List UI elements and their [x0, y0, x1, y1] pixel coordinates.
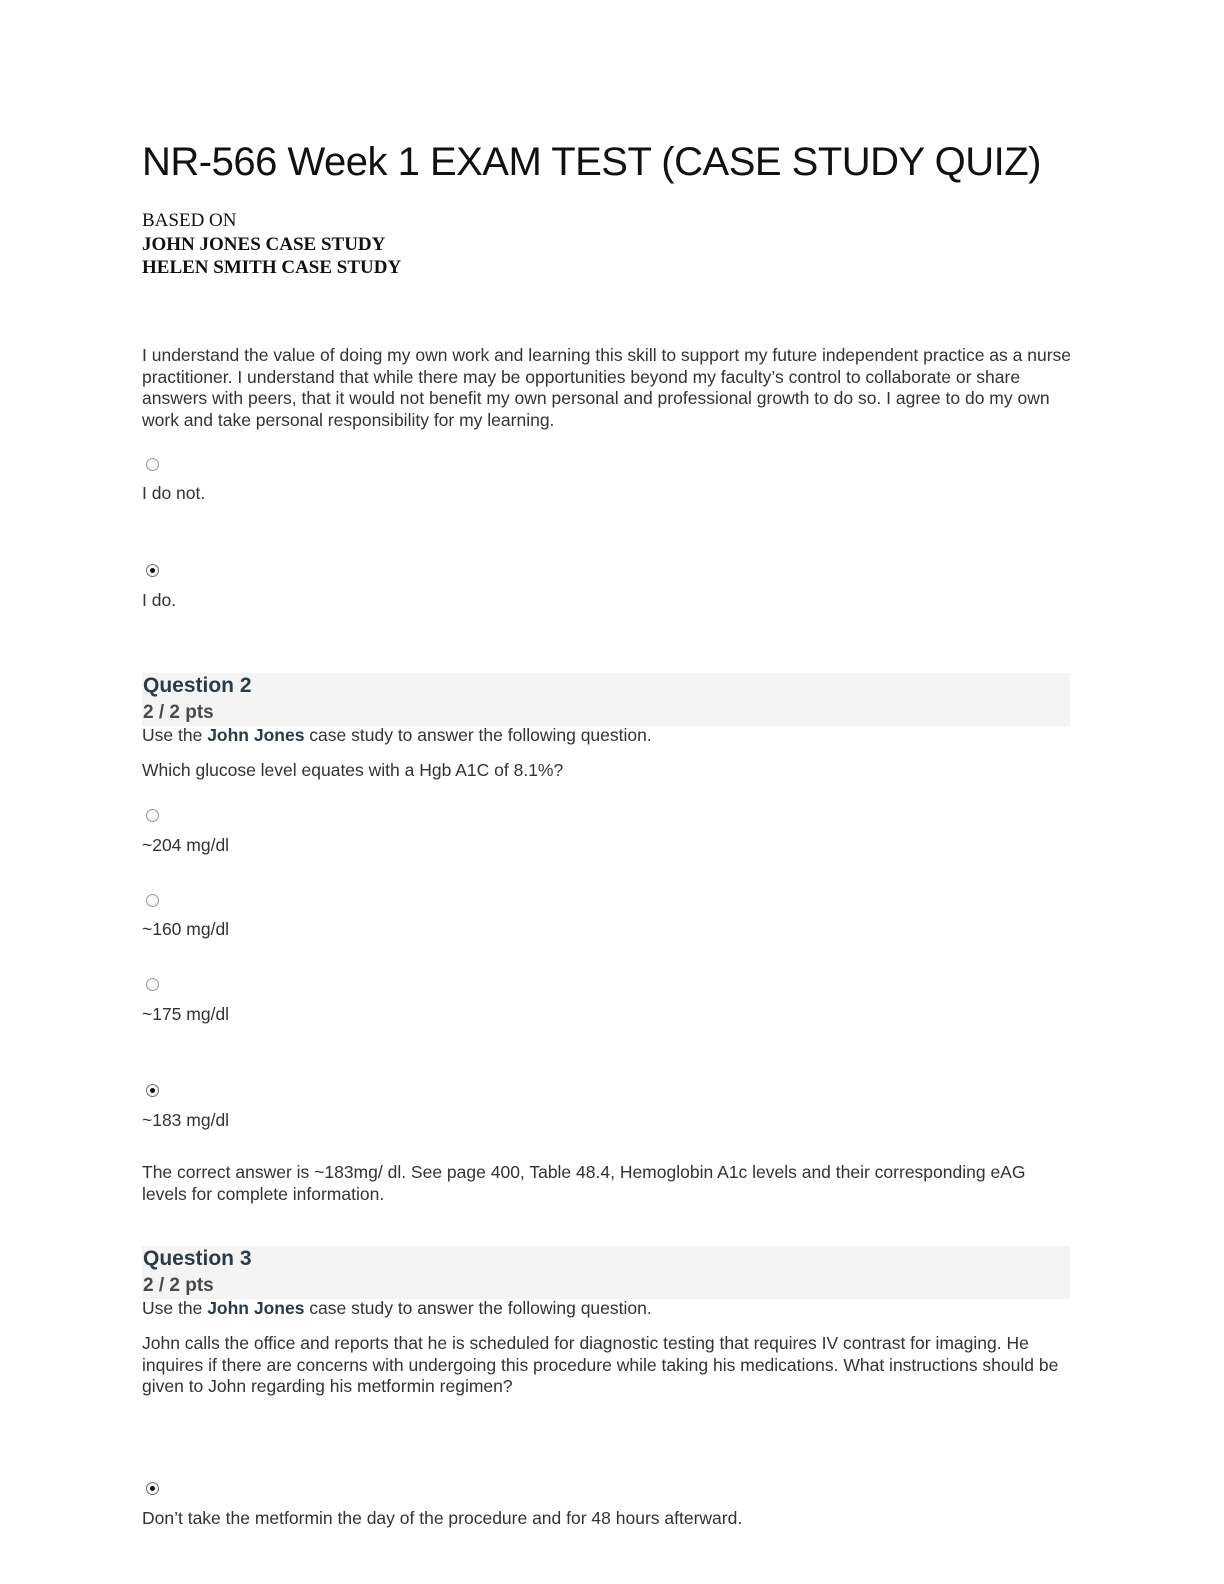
- q1-option2-label[interactable]: I do.: [142, 590, 177, 610]
- q3-option1-label[interactable]: Don’t take the metformin the day of the procedure and for 48 hours afterward.: [142, 1508, 743, 1528]
- based-on-label: BASED ON: [142, 210, 237, 231]
- q3-option1-radio[interactable]: [146, 1482, 159, 1495]
- page-title: NR-566 Week 1 EXAM TEST (CASE STUDY QUIZ): [142, 140, 1041, 184]
- q2-option4-radio[interactable]: [146, 1084, 159, 1097]
- q2-option1-label[interactable]: ~204 mg/dl: [142, 835, 230, 855]
- question2-prompt: Which glucose level equates with a Hgb A1C of 8.1%?: [142, 760, 564, 780]
- question3-intro: Use the John Jones case study to answer the following question.: [142, 1298, 652, 1318]
- question2-case-name: John Jones: [207, 725, 305, 745]
- question3-header: [142, 1246, 1070, 1299]
- q2-option1-radio[interactable]: [146, 809, 159, 822]
- question3-case-name: John Jones: [207, 1298, 305, 1318]
- question1-statement: I understand the value of doing my own work and learning this skill to support my future independent practice as a nurse practitioner. I understand that while there may be opportunities beyond my faculty’s control to collaborate or share answers with peers, that it would not benefit my own personal and professional growth to do so. I agree to do my own work and take personal responsibility for my learning.: [142, 345, 1072, 431]
- question3-points: 2 / 2 pts: [143, 1275, 214, 1296]
- question3-title: Question 3: [143, 1247, 252, 1270]
- question2-intro: Use the John Jones case study to answer the following question.: [142, 725, 652, 745]
- q1-option2-radio[interactable]: [146, 564, 159, 577]
- q2-option2-label[interactable]: ~160 mg/dl: [142, 919, 230, 939]
- case-study-helen-smith: HELEN SMITH CASE STUDY: [142, 257, 402, 278]
- q1-option1-radio[interactable]: [146, 458, 159, 471]
- q2-option4-label[interactable]: ~183 mg/dl: [142, 1110, 230, 1130]
- question2-feedback: The correct answer is ~183mg/ dl. See page 400, Table 48.4, Hemoglobin A1c levels and their corresponding eAG levels for complete information.: [142, 1162, 1026, 1204]
- question2-points: 2 / 2 pts: [143, 702, 214, 723]
- question2-title: Question 2: [143, 674, 252, 697]
- q2-option3-radio[interactable]: [146, 978, 159, 991]
- q2-option3-label[interactable]: ~175 mg/dl: [142, 1004, 230, 1024]
- question3-prompt: John calls the office and reports that he is scheduled for diagnostic testing that requires IV contrast for imaging. He inquires if there are concerns with undergoing this procedure while taking his medications. What instructions should be given to John regarding his metformin regimen?: [142, 1333, 1059, 1397]
- case-study-john-jones: JOHN JONES CASE STUDY: [142, 234, 386, 255]
- q1-option1-label[interactable]: I do not.: [142, 483, 206, 503]
- q2-option2-radio[interactable]: [146, 894, 159, 907]
- question2-header: [142, 673, 1070, 726]
